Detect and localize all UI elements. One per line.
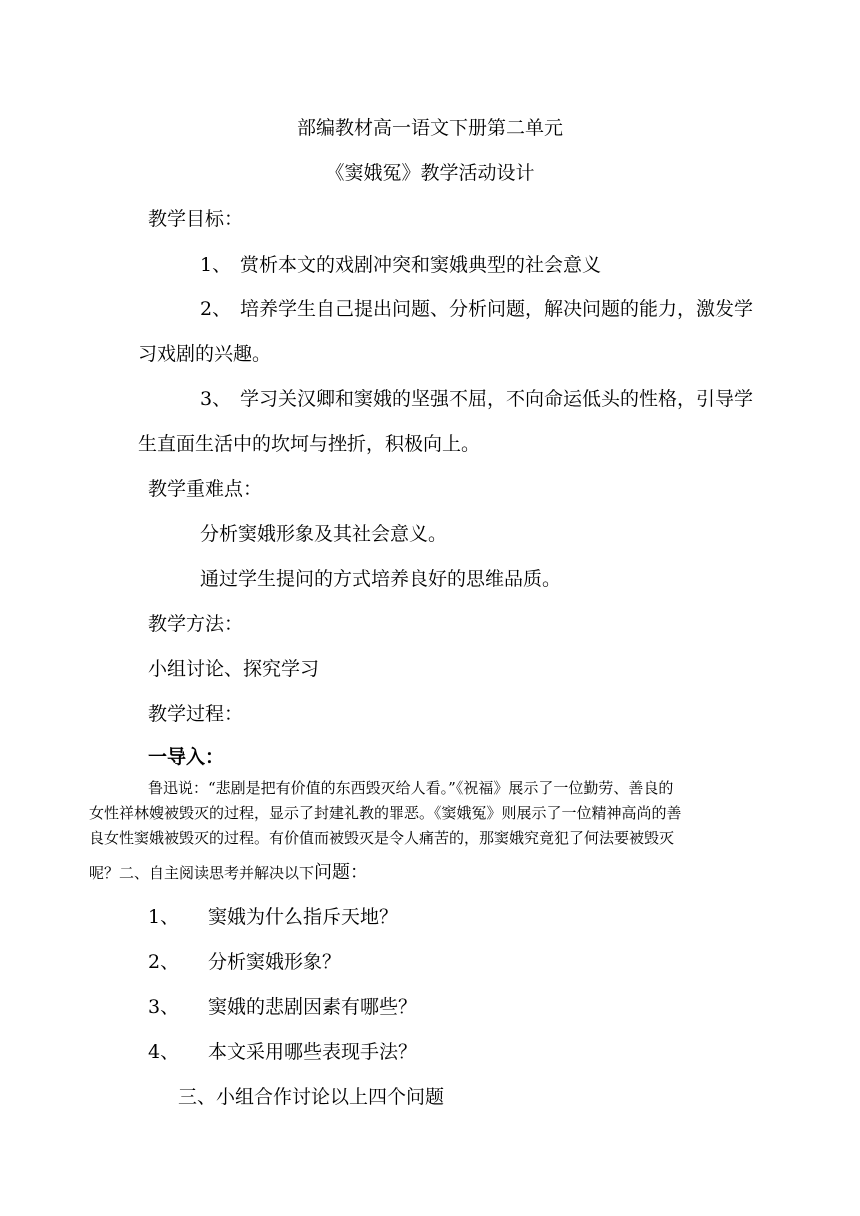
intro-paragraph-text: 呢？二、自主阅读思考并解决以下 [89, 864, 315, 882]
question-number: 1、 [148, 906, 180, 928]
key-points-heading: 教学重难点： [148, 478, 263, 500]
intro-paragraph-tail: 问题： [314, 862, 369, 883]
intro-paragraph-line [89, 860, 368, 886]
objective-number: 2、 [200, 298, 232, 320]
methods-heading: 教学方法： [148, 613, 244, 635]
objective-text: 学习关汉卿和窦娥的坚强不屈，不向命运低头的性格，引导学 [240, 388, 754, 410]
question-item [148, 1040, 417, 1064]
question-number: 3、 [148, 996, 180, 1018]
question-text: 本文采用哪些表现手法？ [208, 1041, 418, 1063]
objectives-heading: 教学目标： [148, 208, 244, 230]
objective-item-2 [200, 297, 753, 321]
question-item [148, 950, 341, 974]
question-text: 分析窦娥形象？ [208, 951, 342, 973]
objective-item-3 [200, 387, 753, 411]
question-number: 2、 [148, 951, 180, 973]
question-item [148, 905, 398, 929]
section-three-heading: 三、小组合作讨论以上四个问题 [178, 1086, 445, 1108]
objective-text: 赏析本文的戏剧冲突和窦娥典型的社会意义 [240, 254, 602, 276]
question-item [148, 995, 417, 1019]
question-number: 4、 [148, 1041, 180, 1063]
methods-text: 小组讨论、探究学习 [148, 658, 320, 680]
intro-paragraph-line: 良女性窦娥被毁灭的过程。有价值而被毁灭是令人痛苦的，那窦娥究竟犯了何法要被毁灭 [89, 829, 675, 847]
document-subtitle: 《窦娥冤》教学活动设计 [325, 162, 535, 184]
intro-heading: 一导入： [148, 746, 225, 768]
objective-number: 3、 [200, 388, 232, 410]
document-title: 部编教材高一语文下册第二单元 [296, 117, 563, 139]
key-point-item: 分析窦娥形象及其社会意义。 [200, 523, 448, 545]
objective-text: 培养学生自己提出问题、分析问题，解决问题的能力，激发学 [240, 298, 754, 320]
question-text: 窦娥的悲剧因素有哪些？ [208, 996, 418, 1018]
process-heading: 教学过程： [148, 703, 244, 725]
intro-paragraph-line: 女性祥林嫂被毁灭的过程，显示了封建礼教的罪恶。《窦娥冤》则展示了一位精神高尚的善 [89, 804, 682, 822]
objective-number: 1、 [200, 254, 232, 276]
objective-text-continued: 习戏剧的兴趣。 [138, 343, 272, 365]
objective-item-1 [200, 253, 601, 277]
intro-paragraph-line: 鲁迅说：“悲剧是把有价值的东西毁灭给人看。”《祝福》展示了一位勤劳、善良的 [148, 779, 674, 797]
question-text: 窦娥为什么指斥天地？ [208, 906, 399, 928]
key-point-item: 通过学生提问的方式培养良好的思维品质。 [200, 568, 562, 590]
objective-text-continued: 生直面生活中的坎坷与挫折，积极向上。 [138, 433, 481, 455]
